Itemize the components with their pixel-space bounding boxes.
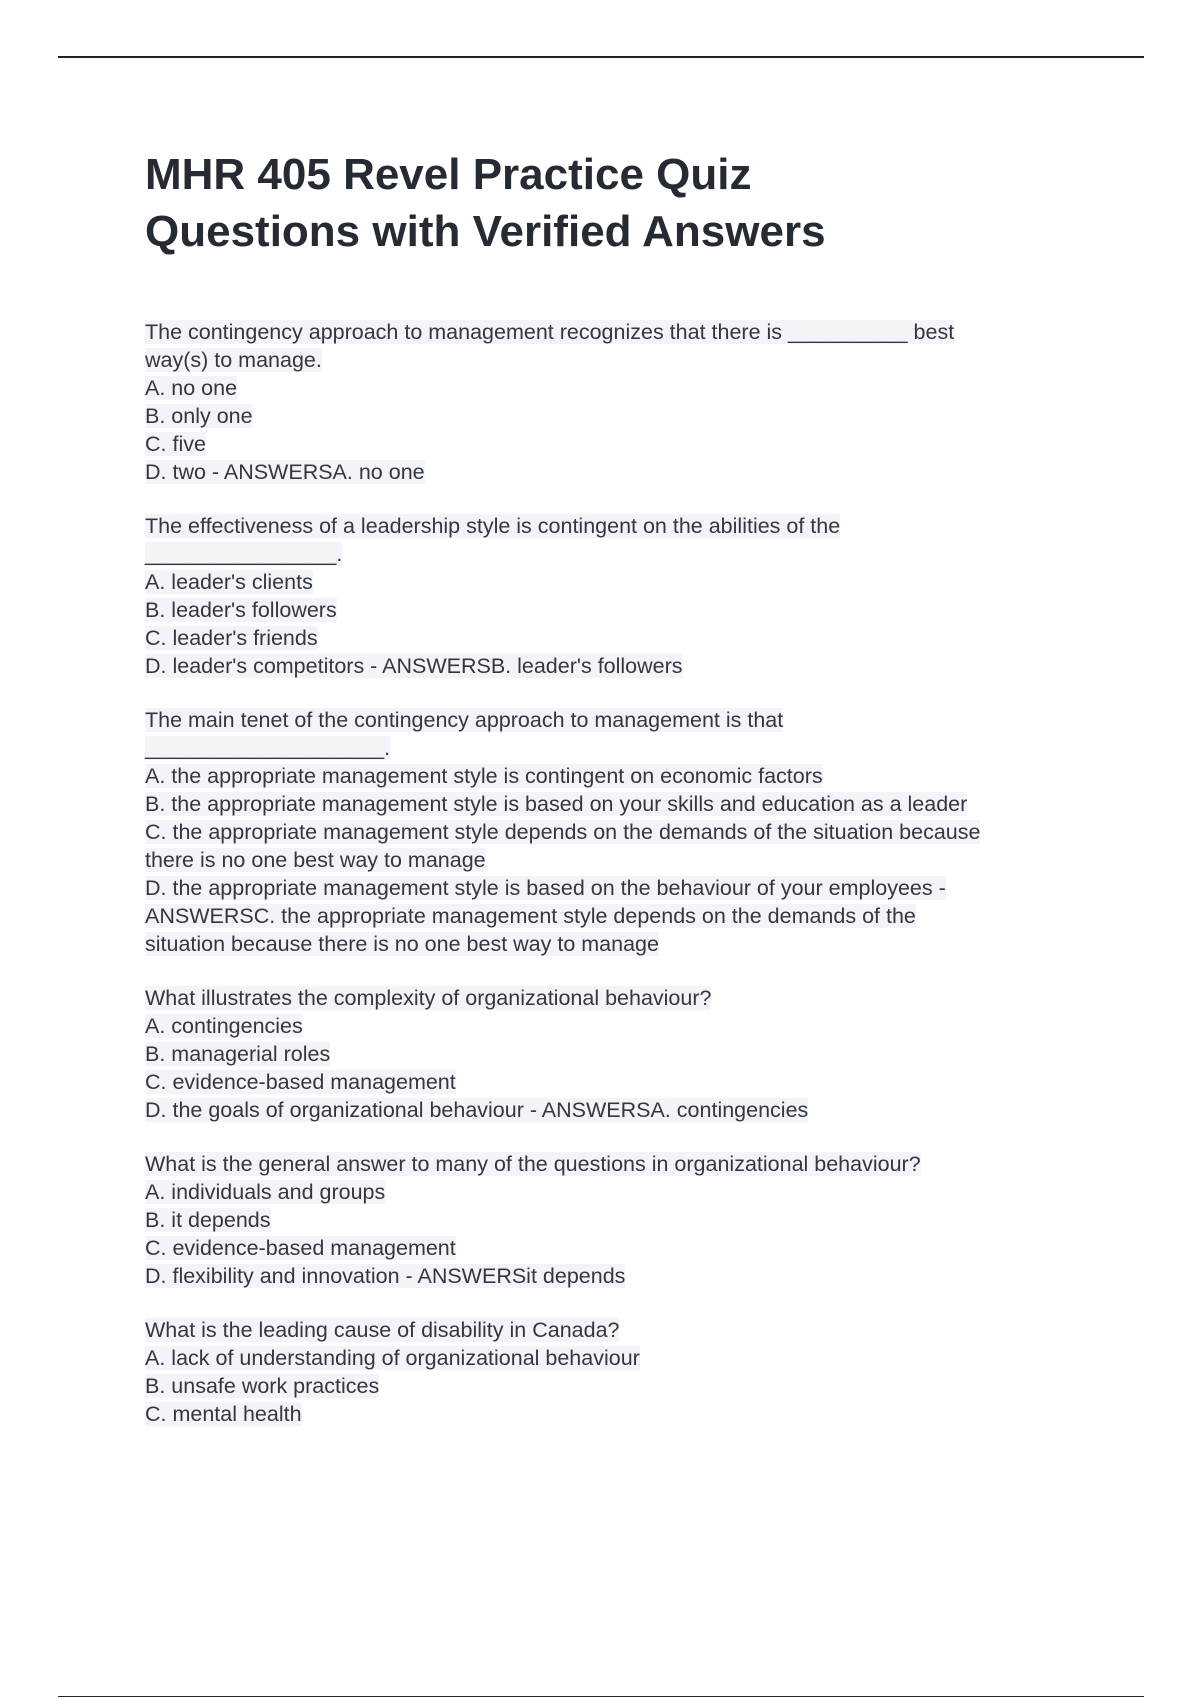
question-line-text: B. leader's followers bbox=[145, 598, 337, 622]
question-line-text: A. leader's clients bbox=[145, 570, 313, 594]
question-line bbox=[145, 818, 1090, 846]
header-rule bbox=[58, 56, 1144, 58]
question-line bbox=[145, 902, 1090, 930]
question-line bbox=[145, 430, 1090, 458]
question-line bbox=[145, 930, 1090, 958]
question-list bbox=[145, 318, 1090, 1428]
question-line bbox=[145, 346, 1090, 374]
question-line bbox=[145, 1178, 1090, 1206]
question-line-text: A. no one bbox=[145, 376, 238, 400]
question-line-text: way(s) to manage. bbox=[145, 348, 322, 372]
question-text bbox=[145, 1150, 1090, 1178]
question-text bbox=[145, 1316, 1090, 1344]
question-line bbox=[145, 1012, 1090, 1040]
question-line bbox=[145, 540, 1090, 568]
question-line-text: B. the appropriate management style is based on your skills and education as a leader bbox=[145, 792, 968, 816]
question-line-text: D. two - ANSWERSA. no one bbox=[145, 460, 425, 484]
title-line-1: MHR 405 Revel Practice Quiz bbox=[145, 150, 752, 199]
question-line-text: ____________________. bbox=[145, 736, 391, 760]
question-line bbox=[145, 846, 1090, 874]
question-block bbox=[145, 318, 1090, 486]
question-line bbox=[145, 652, 1090, 680]
question-line bbox=[145, 568, 1090, 596]
question-line-text: B. unsafe work practices bbox=[145, 1374, 380, 1398]
question-line-text: situation because there is no one best way to manage bbox=[145, 932, 659, 956]
question-line-text: C. mental health bbox=[145, 1402, 302, 1426]
page-content bbox=[145, 146, 1090, 1454]
question-line-text: ANSWERSC. the appropriate management style depends on the demands of the bbox=[145, 904, 916, 928]
question-line-text: A. lack of understanding of organizational behaviour bbox=[145, 1346, 640, 1370]
question-block bbox=[145, 706, 1090, 958]
question-line bbox=[145, 1372, 1090, 1400]
question-text bbox=[145, 318, 1090, 346]
footer-rule bbox=[58, 1696, 1144, 1697]
question-line-text: C. evidence-based management bbox=[145, 1236, 456, 1260]
question-line bbox=[145, 374, 1090, 402]
question-block bbox=[145, 1316, 1090, 1428]
question-line-text: A. the appropriate management style is contingent on economic factors bbox=[145, 764, 823, 788]
question-line-text: The effectiveness of a leadership style is contingent on the abilities of the bbox=[145, 514, 841, 538]
question-line-text: C. the appropriate management style depends on the demands of the situation because bbox=[145, 820, 981, 844]
question-line-text: What illustrates the complexity of organizational behaviour? bbox=[145, 986, 712, 1010]
question-block bbox=[145, 1150, 1090, 1290]
question-line-text: D. the appropriate management style is based on the behaviour of your employees - bbox=[145, 876, 946, 900]
question-line-text: C. evidence-based management bbox=[145, 1070, 456, 1094]
question-line-text: What is the general answer to many of the questions in organizational behaviour? bbox=[145, 1152, 921, 1176]
question-line bbox=[145, 596, 1090, 624]
question-line-text: The contingency approach to management recognizes that there is __________ best bbox=[145, 320, 955, 344]
question-line-text: B. only one bbox=[145, 404, 253, 428]
question-line-text: B. managerial roles bbox=[145, 1042, 331, 1066]
question-line bbox=[145, 790, 1090, 818]
question-line-text: The main tenet of the contingency approach to management is that bbox=[145, 708, 784, 732]
question-line bbox=[145, 1262, 1090, 1290]
question-line bbox=[145, 1400, 1090, 1428]
question-line bbox=[145, 402, 1090, 430]
question-line bbox=[145, 734, 1090, 762]
question-line-text: D. leader's competitors - ANSWERSB. leader's followers bbox=[145, 654, 683, 678]
question-line-text: C. five bbox=[145, 432, 206, 456]
title-line-2: Questions with Verified Answers bbox=[145, 207, 826, 256]
page-title bbox=[145, 146, 1090, 260]
question-text bbox=[145, 984, 1090, 1012]
question-line-text: D. the goals of organizational behaviour - ANSWERSA. contingencies bbox=[145, 1098, 809, 1122]
question-line bbox=[145, 1234, 1090, 1262]
question-line bbox=[145, 1096, 1090, 1124]
question-line bbox=[145, 874, 1090, 902]
question-line bbox=[145, 458, 1090, 486]
question-line-text: there is no one best way to manage bbox=[145, 848, 486, 872]
question-line bbox=[145, 624, 1090, 652]
question-line bbox=[145, 762, 1090, 790]
question-line-text: ________________. bbox=[145, 542, 343, 566]
question-text bbox=[145, 512, 1090, 540]
question-line bbox=[145, 1040, 1090, 1068]
question-line-text: C. leader's friends bbox=[145, 626, 318, 650]
question-block bbox=[145, 984, 1090, 1124]
question-line-text: A. contingencies bbox=[145, 1014, 303, 1038]
question-line-text: What is the leading cause of disability in Canada? bbox=[145, 1318, 620, 1342]
question-line bbox=[145, 1068, 1090, 1096]
question-line bbox=[145, 1344, 1090, 1372]
question-block bbox=[145, 512, 1090, 680]
question-line-text: A. individuals and groups bbox=[145, 1180, 386, 1204]
question-line-text: B. it depends bbox=[145, 1208, 271, 1232]
question-text bbox=[145, 706, 1090, 734]
question-line-text: D. flexibility and innovation - ANSWERSit depends bbox=[145, 1264, 626, 1288]
question-line bbox=[145, 1206, 1090, 1234]
